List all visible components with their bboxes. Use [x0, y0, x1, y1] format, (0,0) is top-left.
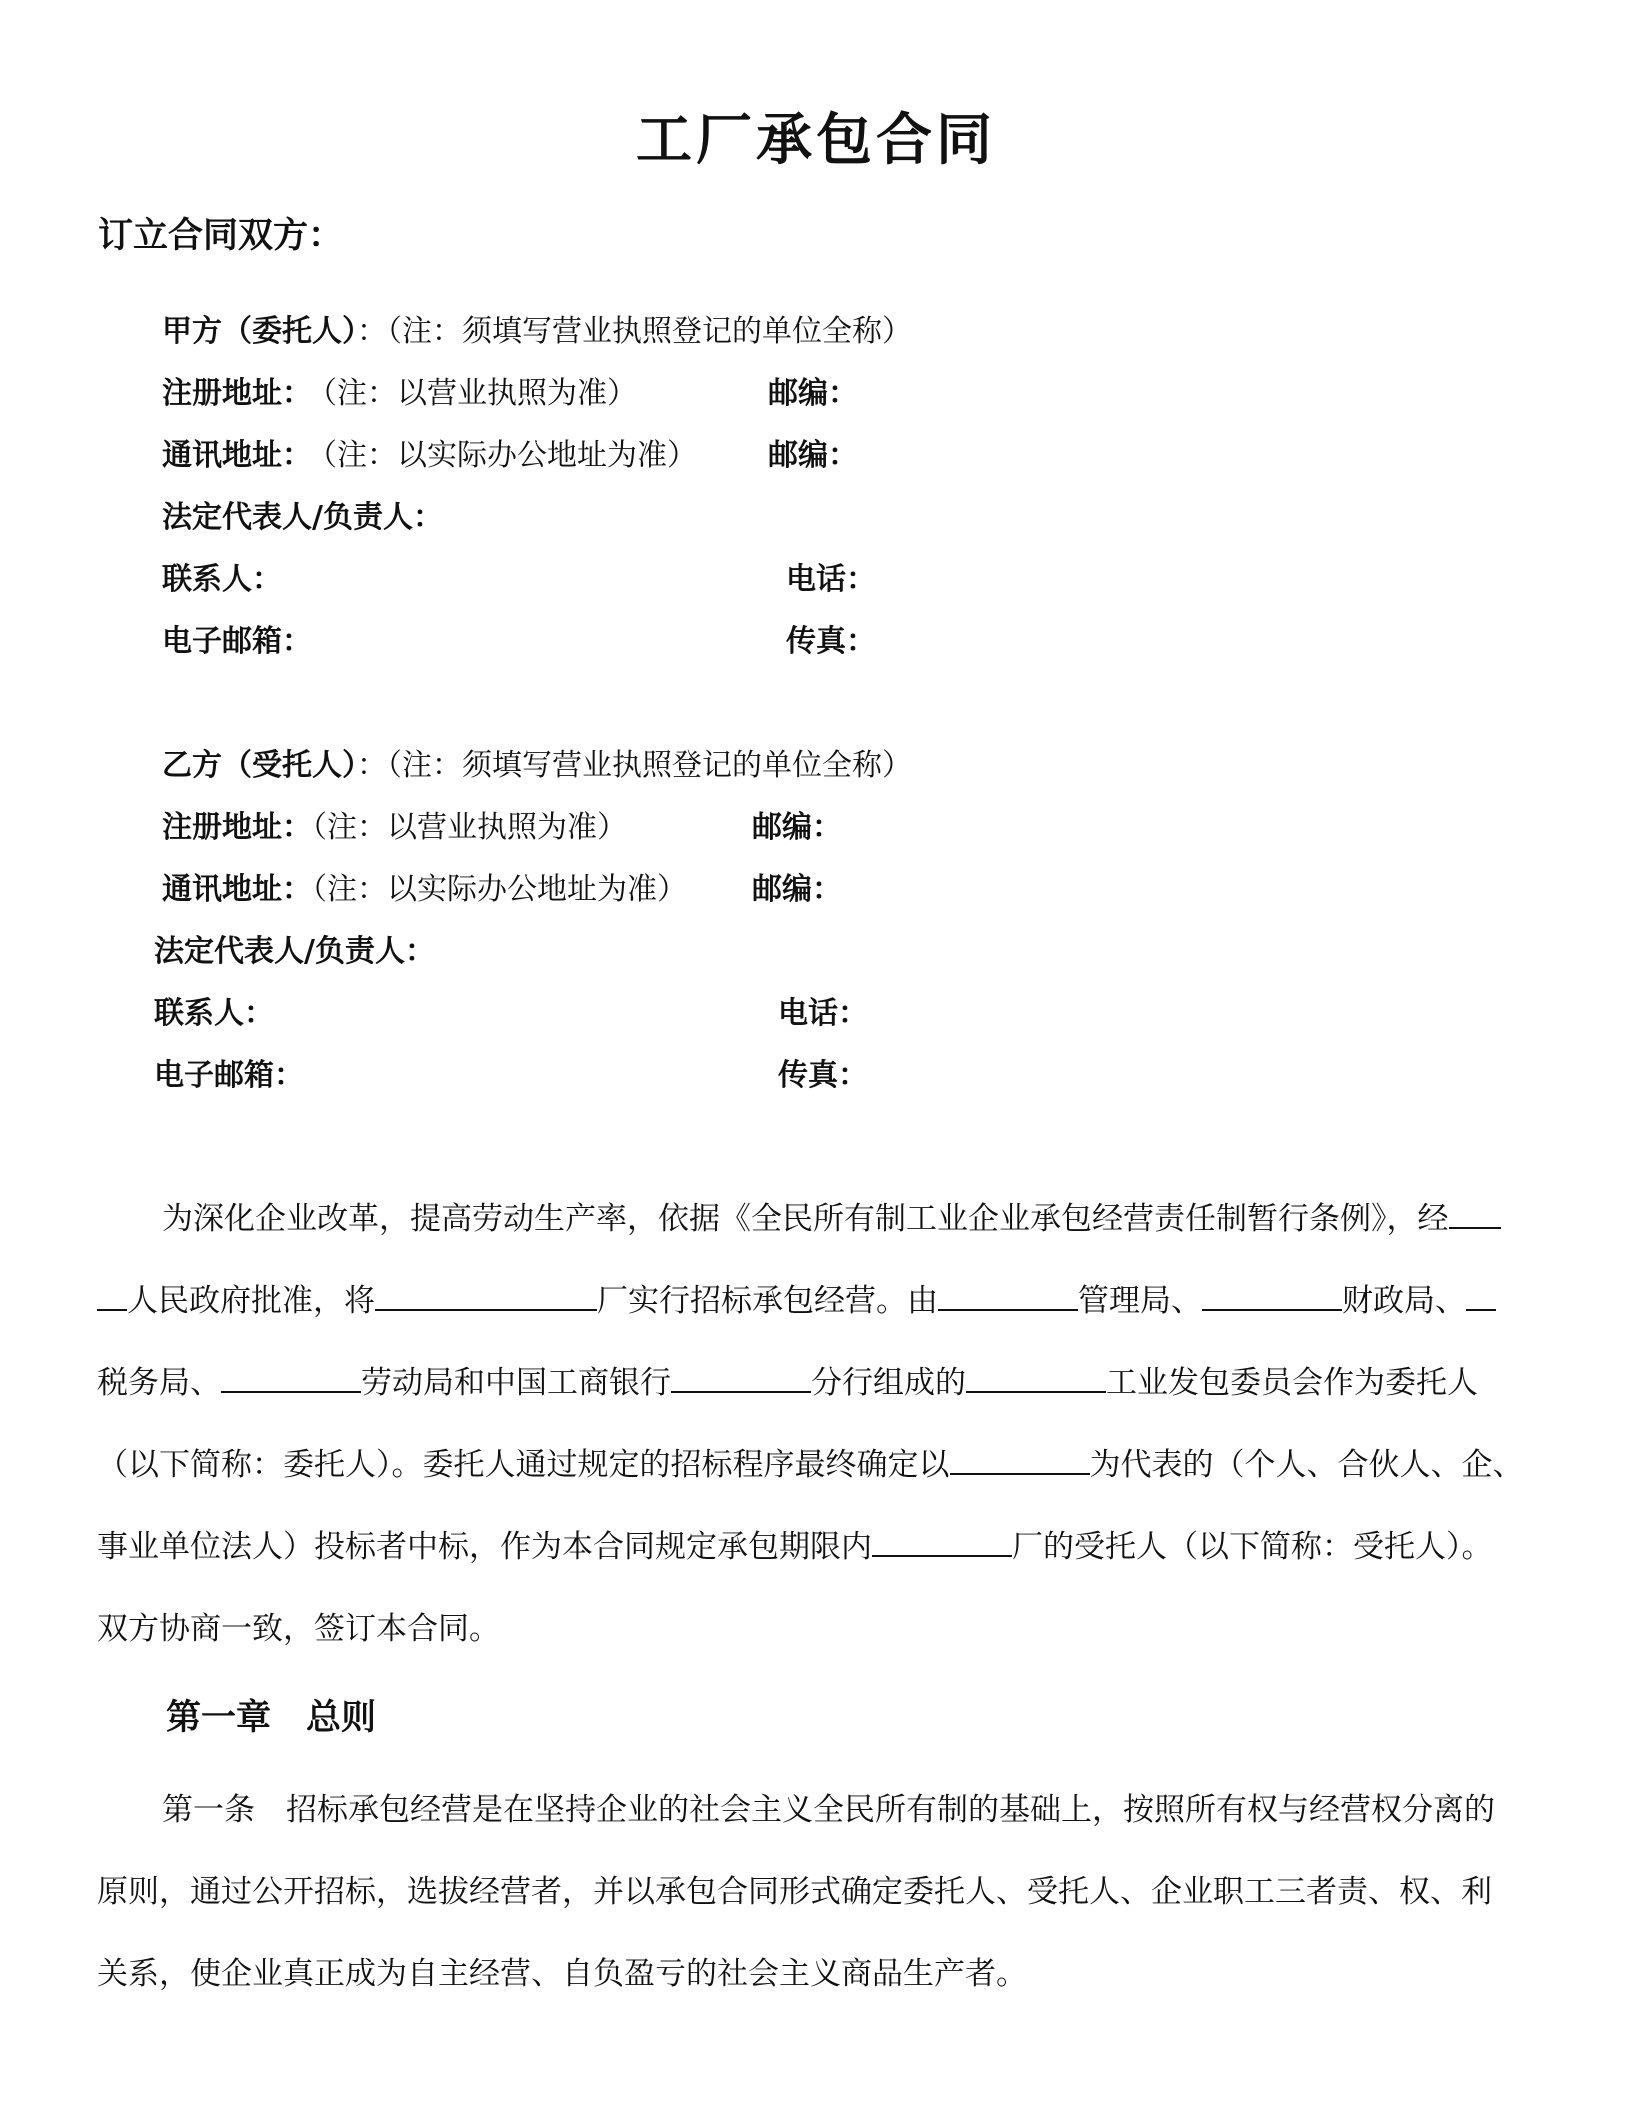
preamble-text-2c: 管理局、: [1078, 1283, 1202, 1319]
preamble-text-2b: 厂实行招标承包经营。由: [597, 1283, 938, 1319]
preamble-text-1: 为深化企业改革，提高劳动生产率，依据《全民所有制工业企业承包经营责任制暂行条例》，经: [162, 1201, 1449, 1237]
party-b-reg-line: [162, 802, 627, 846]
preamble-text-5b: 厂的受托人（以下简称：受托人）。: [1012, 1529, 1493, 1565]
party-b-line: [162, 740, 912, 784]
party-a-contact: 联系人：: [162, 562, 282, 597]
party-a-zip1: 邮编：: [768, 376, 858, 411]
preamble-text-3a: 税务局、: [97, 1365, 221, 1401]
party-b-legal-rep: 法定代表人/负责人：: [154, 934, 435, 969]
party-a-note: ：（注：须填写营业执照登记的单位全称）: [357, 314, 912, 349]
party-a-label: 甲方（委托人）: [162, 314, 357, 349]
article-1-line-1: 第一条 招标承包经营是在坚持企业的社会主义全民所有制的基础上，按照所有权与经营权分离的: [162, 1792, 1495, 1828]
party-b-mail-line: [162, 864, 687, 908]
preamble-line-4: [97, 1439, 1524, 1484]
party-b-fax: 传真：: [778, 1058, 868, 1093]
party-a-zip2: 邮编：: [768, 438, 858, 473]
preamble-text-3d: 工业发包委员会作为委托人: [1106, 1365, 1478, 1401]
preamble-text-2d: 财政局、: [1342, 1283, 1466, 1319]
party-b-mail-label: 通讯地址：: [162, 872, 312, 907]
party-a-reg-line: [162, 368, 637, 412]
party-b-mail-note: （注：以实际办公地址为准）: [312, 872, 687, 907]
party-b-contact: 联系人：: [154, 996, 274, 1031]
party-a-phone: 电话：: [786, 562, 876, 597]
parties-heading: 订立合同双方：: [98, 216, 344, 256]
party-a-mail-note: （注：以实际办公地址为准）: [322, 438, 697, 473]
fill-blank[interactable]: [97, 1308, 127, 1311]
fill-blank[interactable]: [221, 1390, 361, 1393]
fill-blank[interactable]: [1466, 1308, 1496, 1311]
preamble-line-6: 双方协商一致，签订本合同。: [97, 1611, 500, 1647]
party-b-label: 乙方（受托人）: [162, 748, 357, 783]
fill-blank[interactable]: [671, 1390, 811, 1393]
party-b-zip1: 邮编：: [752, 810, 842, 845]
preamble-line-1: [162, 1193, 1501, 1238]
party-b-reg-label: 注册地址：: [162, 810, 312, 845]
preamble-line-2: [97, 1275, 1496, 1320]
article-1-line-3: 关系，使企业真正成为自主经营、自负盈亏的社会主义商品生产者。: [97, 1956, 1027, 1992]
article-1-line-2: 原则，通过公开招标，选拔经营者，并以承包合同形式确定委托人、受托人、企业职工三者责、权、利: [97, 1874, 1492, 1910]
fill-blank[interactable]: [1202, 1308, 1342, 1311]
party-a-fax: 传真：: [786, 624, 876, 659]
fill-blank[interactable]: [938, 1308, 1078, 1311]
fill-blank[interactable]: [950, 1472, 1090, 1475]
party-a-reg-label: 注册地址：: [162, 376, 312, 411]
preamble-text-3c: 分行组成的: [811, 1365, 966, 1401]
party-b-reg-note: （注：以营业执照为准）: [312, 810, 627, 845]
party-b-email: 电子邮箱：: [154, 1058, 304, 1093]
preamble-text-3b: 劳动局和中国工商银行: [361, 1365, 671, 1401]
preamble-text-4a: （以下简称：委托人）。委托人通过规定的招标程序最终确定以: [97, 1447, 950, 1483]
party-a-mail-label: 通讯地址：: [162, 438, 312, 473]
fill-blank[interactable]: [1449, 1226, 1501, 1229]
party-a-reg-note: （注：以营业执照为准）: [322, 376, 637, 411]
party-a-line: [162, 306, 912, 350]
party-b-note: ：（注：须填写营业执照登记的单位全称）: [357, 748, 912, 783]
chapter-heading: 第一章 总则: [166, 1698, 377, 1738]
party-a-mail-line: [162, 430, 697, 474]
party-b-zip2: 邮编：: [752, 872, 842, 907]
page-title: 工厂承包合同: [636, 108, 996, 173]
fill-blank[interactable]: [375, 1308, 597, 1311]
fill-blank[interactable]: [966, 1390, 1106, 1393]
preamble-text-2a: 人民政府批准，将: [127, 1283, 375, 1319]
party-a-legal-rep: 法定代表人/负责人：: [162, 500, 443, 535]
preamble-line-5: [97, 1521, 1493, 1566]
party-b-phone: 电话：: [778, 996, 868, 1031]
preamble-text-5a: 事业单位法人）投标者中标，作为本合同规定承包期限内: [97, 1529, 872, 1565]
preamble-text-4b: 为代表的（个人、合伙人、企、: [1089, 1447, 1524, 1483]
party-a-email: 电子邮箱：: [162, 624, 312, 659]
preamble-line-3: [97, 1357, 1478, 1402]
fill-blank[interactable]: [872, 1554, 1012, 1557]
